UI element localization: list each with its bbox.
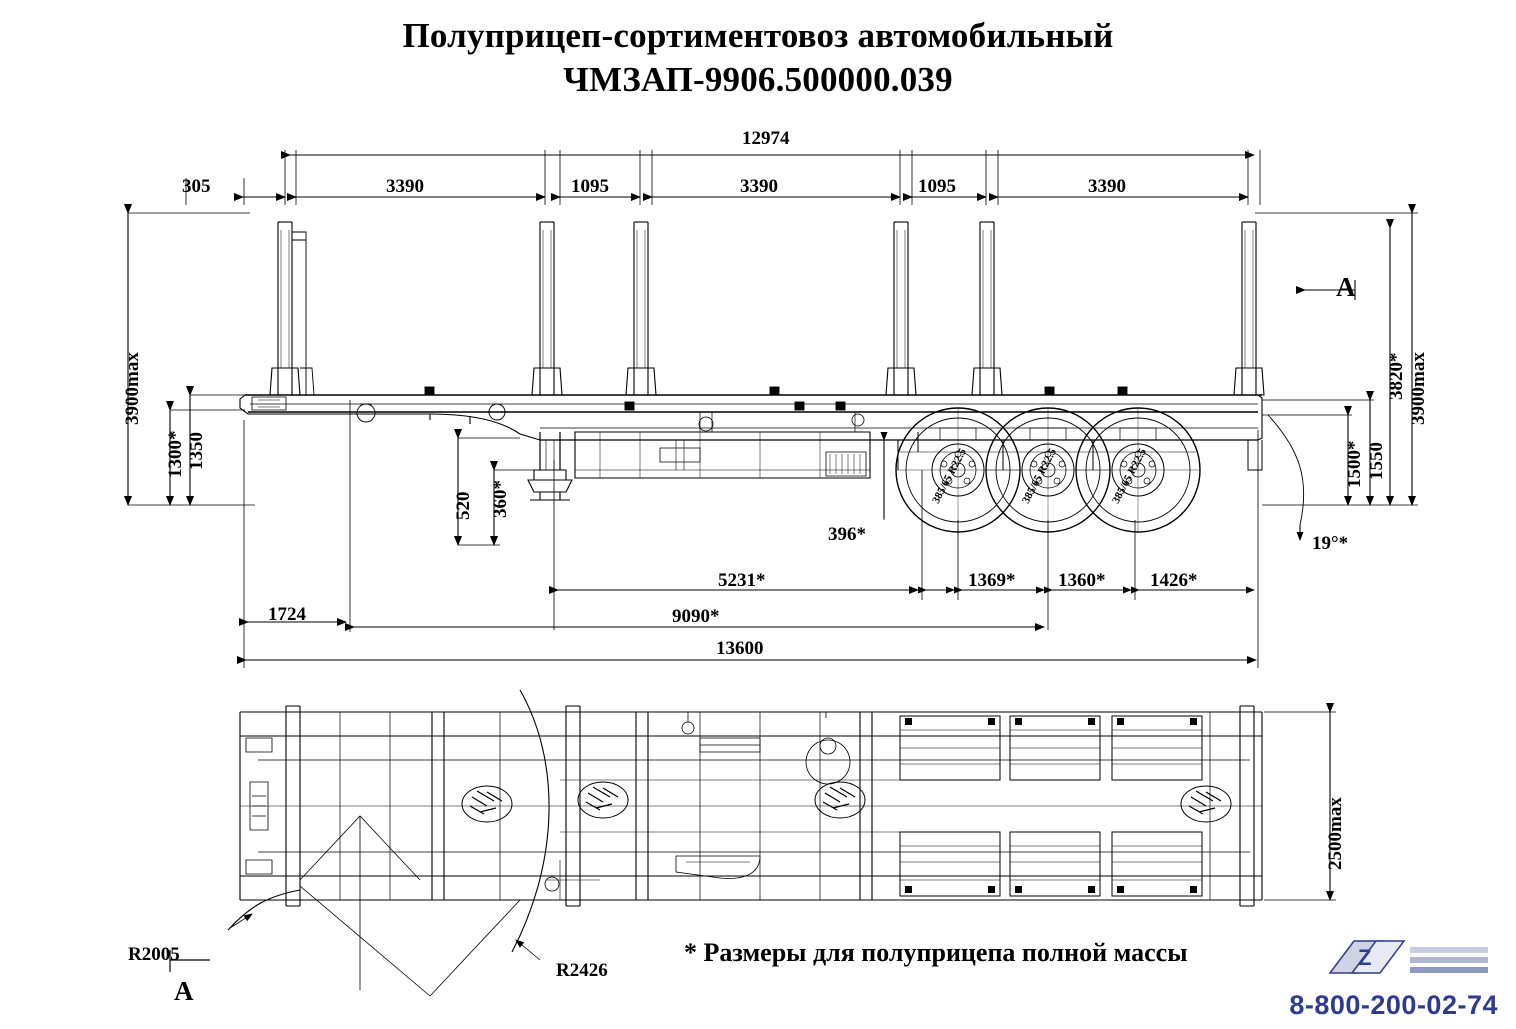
dim-seg-305: 305 <box>182 176 211 197</box>
dim-13600: 13600 <box>716 638 764 659</box>
dim-seg-3390-b: 3390 <box>740 176 778 197</box>
dim-height-left-1300: 1300* <box>165 430 186 478</box>
tire-label-1: 385/65 R22.5 <box>930 446 969 506</box>
dim-overall-top: 12974 <box>742 128 790 149</box>
title-line-2: ЧМЗАП-9906.500000.039 <box>563 60 953 99</box>
tire-label-3: 385/65 R22.5 <box>1110 446 1149 506</box>
dim-height-left-1350: 1350 <box>186 432 207 470</box>
dim-r2426: R2426 <box>556 960 608 981</box>
dim-height-left-3900max: 3900max <box>122 352 143 425</box>
dim-r2005: R2005 <box>128 944 180 965</box>
dim-lower-360: 360* <box>490 480 511 518</box>
dim-plan-width-2500max: 2500max <box>1325 797 1346 870</box>
tire-label-2: 385/65 R22.5 <box>1020 446 1059 506</box>
footnote: * Размеры для полуприцепа полной массы <box>684 938 1188 967</box>
dim-396: 396* <box>828 524 866 545</box>
dim-seg-3390-a: 3390 <box>386 176 424 197</box>
dim-lower-520: 520 <box>453 491 474 520</box>
dim-1369: 1369* <box>968 570 1016 591</box>
section-mark-a-top: A <box>1336 272 1356 302</box>
svg-text:Z: Z <box>1358 945 1372 970</box>
title-line-1: Полуприцеп-сортиментовоз автомобильный <box>402 16 1114 55</box>
dim-seg-1095-a: 1095 <box>571 176 609 197</box>
dim-1360: 1360* <box>1058 570 1106 591</box>
dim-height-right-1500: 1500* <box>1344 440 1365 488</box>
dim-height-right-3820: 3820* <box>1386 352 1407 400</box>
dim-5231: 5231* <box>718 570 766 591</box>
section-mark-a-bottom: A <box>174 976 194 1006</box>
contact-phone: 8-800-200-02-74 <box>1289 990 1498 1020</box>
dim-seg-3390-c: 3390 <box>1088 176 1126 197</box>
dim-angle-19: 19°* <box>1312 533 1349 554</box>
dim-seg-1095-b: 1095 <box>918 176 956 197</box>
dim-9090: 9090* <box>672 606 720 627</box>
dim-1724: 1724 <box>268 604 306 625</box>
dim-height-right-3900max: 3900max <box>1408 352 1429 425</box>
dim-height-right-1550: 1550 <box>1366 442 1387 480</box>
dim-1426: 1426* <box>1150 570 1198 591</box>
company-logo <box>1324 933 1494 985</box>
